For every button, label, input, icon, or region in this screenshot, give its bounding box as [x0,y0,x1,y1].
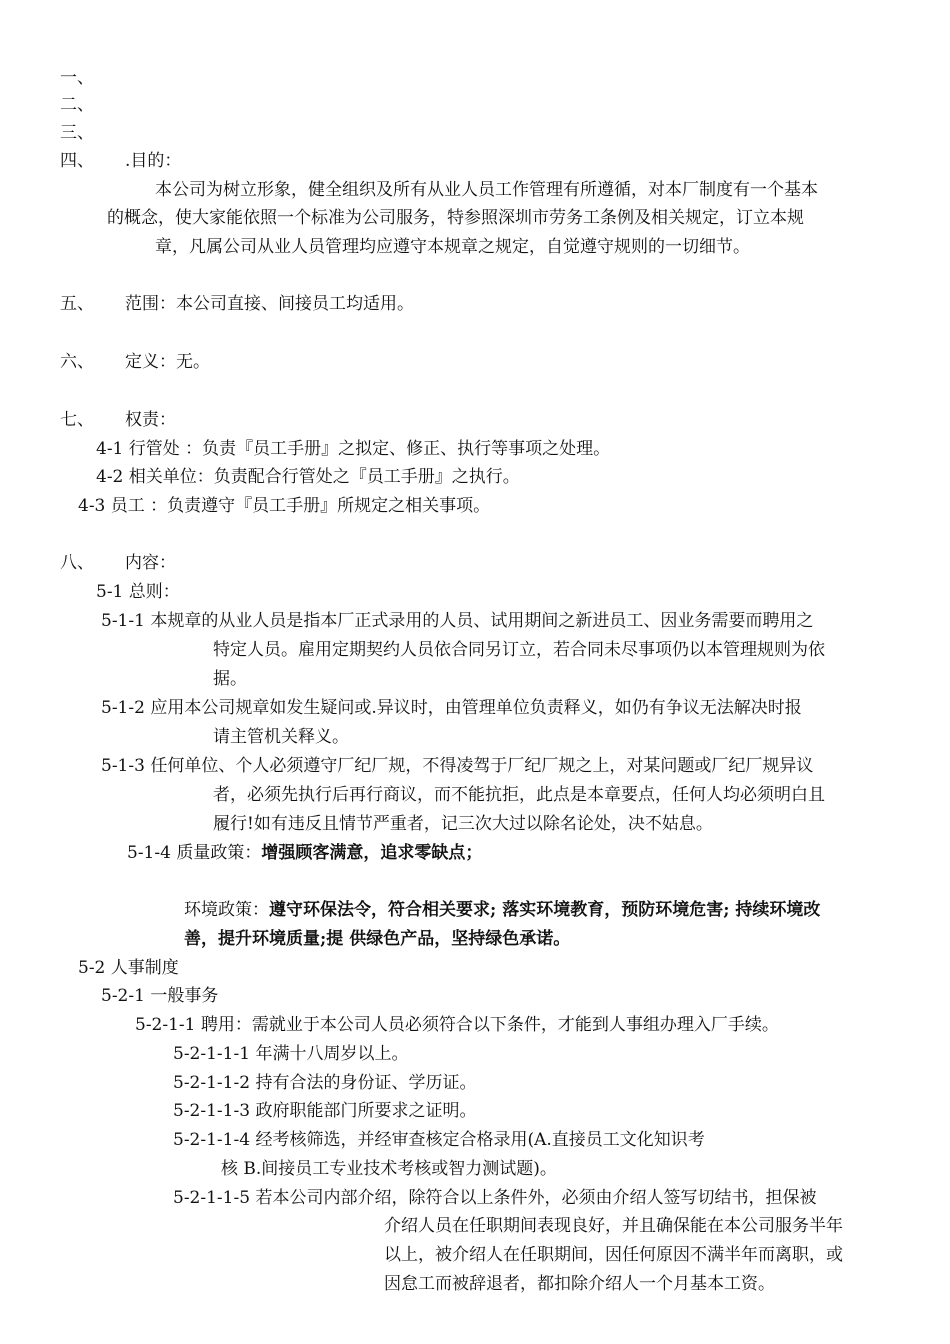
content-heading: 内容： [125,553,176,573]
section-marker-2: 二、 [60,95,94,115]
clause-5-1-2-line-2: 请主管机关释义。 [213,727,349,747]
section-marker-3: 三、 [60,123,94,143]
clause-5-1-1-line-2: 特定人员。雇用定期契约人员依合同另订立，若合同未尽事项仍以本管理规则为依 [213,640,825,660]
clause-5-1-3-line-3: 履行!如有违反且情节严重者，记三次大过以除名论处，决不姑息。 [213,814,713,834]
section-marker-7: 七、 [60,410,94,430]
clause-5-1-3-line-1: 5-1-3 任何单位、个人必须遵守厂纪厂规，不得凌驾于厂纪厂规之上，对某问题或厂纪厂规异议 [101,756,814,776]
quality-policy [127,843,482,863]
responsibility-heading: 权责： [125,410,176,430]
responsibility-item-1: 4-1 行管处 ：负责『员工手册』之拟定、修正、执行等事项之处理。 [96,439,611,459]
section-marker-8: 八、 [60,553,94,573]
responsibility-item-3: 4-3 员工 ：负责遵守『员工手册』所规定之相关事项。 [78,496,491,516]
environment-policy-line-1 [184,900,820,920]
clause-5-1-1-line-3: 据。 [213,669,247,689]
clause-5-1-3-line-2: 者，必须先执行后再行商议，而不能抗拒，此点是本章要点，任何人均必须明白且 [213,785,825,805]
hiring-condition-5-line-2: 介绍人员在任职期间表现良好，并且确保能在本公司服务半年 [384,1216,843,1236]
purpose-text-line-3: 章，凡属公司从业人员管理均应遵守本规章之规定，自觉遵守规则的一切细节。 [155,237,750,257]
scope-text: 范围：本公司直接、间接员工均适用。 [125,294,414,314]
purpose-text-line-1: 本公司为树立形象，健全组织及所有从业人员工作管理有所遵循，对本厂制度有一个基本 [155,180,818,200]
hiring-condition-5-line-1: 5-2-1-1-5 若本公司内部介绍，除符合以上条件外，必须由介绍人签写切结书，担保被 [173,1188,817,1208]
quality-policy-label: 5-1-4 质量政策： [127,843,262,863]
responsibility-item-2: 4-2 相关单位：负责配合行管处之『员工手册』之执行。 [96,467,520,487]
purpose-text-line-2: 的概念，使大家能依照一个标准为公司服务，特参照深圳市劳务工条例及相关规定，订立本规 [107,208,804,228]
environment-policy-text-2: 善，提升环境质量;提 供绿色产品，坚持绿色承诺。 [184,929,571,949]
quality-policy-text: 增强顾客满意，追求零缺点； [261,843,483,863]
general-affairs-heading: 5-2-1 一般事务 [101,986,219,1006]
definition-text: 定义：无。 [125,352,210,372]
hiring-condition-5-line-3: 以上，被介绍人在任职期间，因任何原因不满半年而离职，或 [384,1245,843,1265]
hiring-condition-2: 5-2-1-1-2 持有合法的身份证、学历证。 [173,1073,477,1093]
section-marker-5: 五、 [60,294,94,314]
environment-policy-label: 环境政策： [184,900,269,920]
environment-policy-text-1: 遵守环保法令，符合相关要求; 落实环境教育，预防环境危害; 持续环境改 [269,900,821,920]
environment-policy-line-2 [184,929,570,949]
personnel-heading: 5-2 人事制度 [78,958,179,978]
section-marker-6: 六、 [60,352,94,372]
hiring-condition-1: 5-2-1-1-1 年满十八周岁以上。 [173,1044,409,1064]
hiring-condition-4-line-1: 5-2-1-1-4 经考核筛选，并经审查核定合格录用(A.直接员工文化知识考 [173,1130,705,1150]
purpose-heading: .目的： [125,151,182,171]
general-rules-heading: 5-1 总则： [96,582,180,602]
section-marker-1: 一、 [60,68,94,88]
clause-5-1-1-line-1: 5-1-1 本规章的从业人员是指本厂正式录用的人员、试用期间之新进员工、因业务需要而聘用之 [101,611,814,631]
hiring-clause: 5-2-1-1 聘用：需就业于本公司人员必须符合以下条件，才能到人事组办理入厂手续。 [135,1015,779,1035]
hiring-condition-3: 5-2-1-1-3 政府职能部门所要求之证明。 [173,1101,477,1121]
hiring-condition-5-line-4: 因怠工而被辞退者，都扣除介绍人一个月基本工资。 [384,1274,775,1294]
clause-5-1-2-line-1: 5-1-2 应用本公司规章如发生疑问或.异议时，由管理单位负责释义，如仍有争议无法解决时报 [101,698,802,718]
section-marker-4: 四、 [60,151,94,171]
hiring-condition-4-line-2: 核 B.间接员工专业技术考核或智力测试题)。 [221,1159,557,1179]
